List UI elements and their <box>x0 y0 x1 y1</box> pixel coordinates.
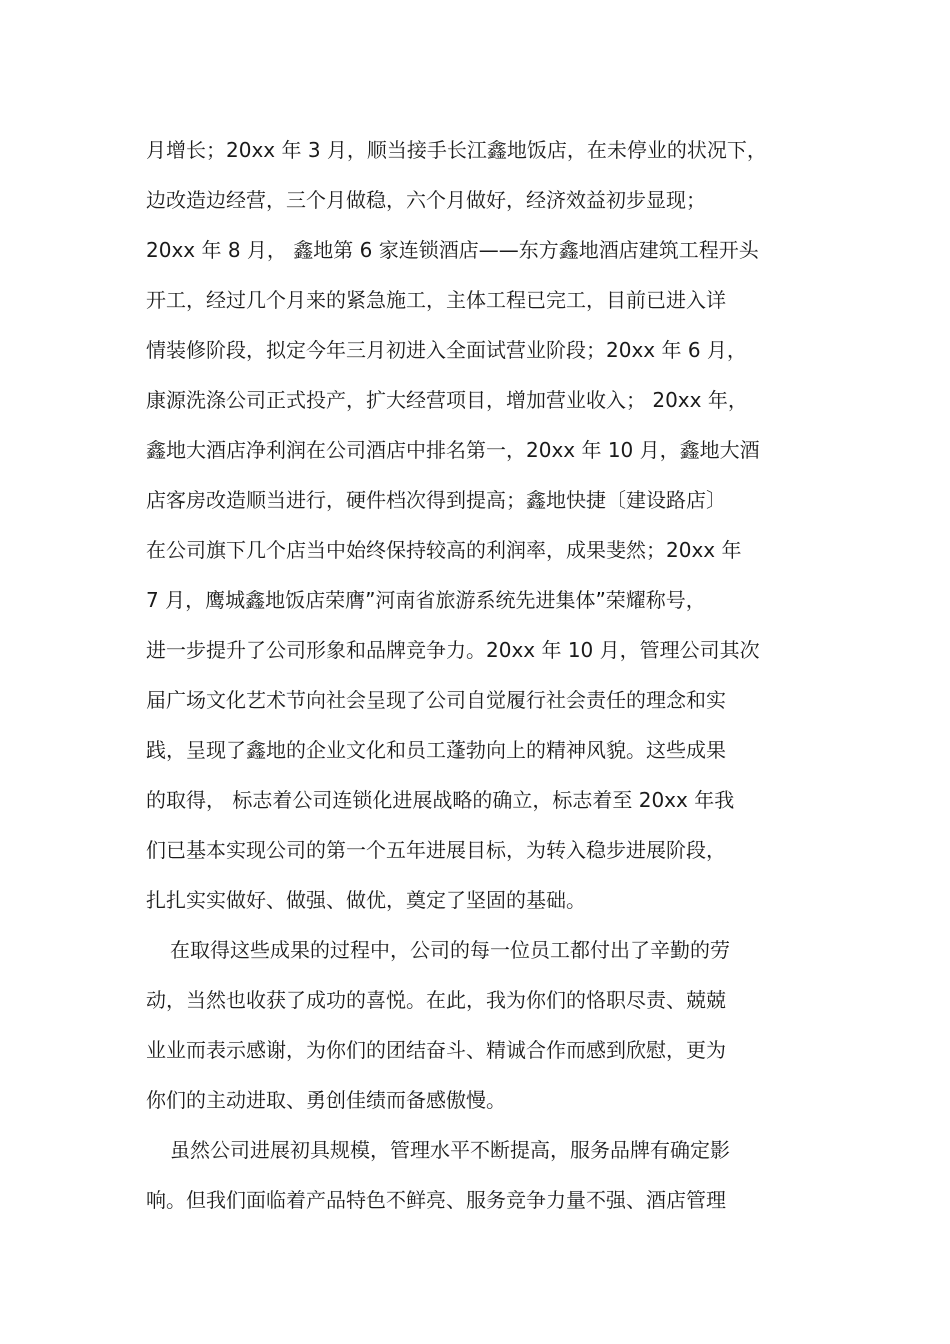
text-line: 践，呈现了鑫地的企业文化和员工蓬勃向上的精神风貌。这些成果 <box>146 738 726 762</box>
text-line: 鑫地大酒店净利润在公司酒店中排名第一，20xx 年 10 月，鑫地大酒 <box>146 438 760 462</box>
text-line: 在公司旗下几个店当中始终保持较高的利润率，成果斐然；20xx 年 <box>146 538 742 562</box>
text-line: 虽然公司进展初具规模，管理水平不断提高，服务品牌有确定影 <box>170 1138 730 1162</box>
text-line: 你们的主动进取、勇创佳绩而备感傲慢。 <box>146 1088 506 1112</box>
text-line: 业业而表示感谢，为你们的团结奋斗、精诚合作而感到欣慰，更为 <box>146 1038 726 1062</box>
text-line: 响。但我们面临着产品特色不鲜亮、服务竞争力量不强、酒店管理 <box>146 1188 726 1212</box>
text-line: 开工，经过几个月来的紧急施工，主体工程已完工，目前已进入详 <box>146 288 726 312</box>
text-line: 20xx 年 8 月， 鑫地第 6 家连锁酒店——东方鑫地酒店建筑工程开头 <box>146 238 759 262</box>
text-line: 动，当然也收获了成功的喜悦。在此，我为你们的恪职尽责、兢兢 <box>146 988 726 1012</box>
text-line: 边改造边经营，三个月做稳，六个月做好，经济效益初步显现； <box>146 188 706 212</box>
text-line: 7 月，鹰城鑫地饭店荣膺”河南省旅游系统先进集体”荣耀称号， <box>146 588 706 612</box>
text-line: 康源洗涤公司正式投产，扩大经营项目，增加营业收入； 20xx 年， <box>146 388 748 412</box>
text-line: 店客房改造顺当进行，硬件档次得到提高；鑫地快捷〔建设路店〕 <box>146 488 726 512</box>
text-line: 们已基本实现公司的第一个五年进展目标，为转入稳步进展阶段， <box>146 838 726 862</box>
text-line: 扎扎实实做好、做强、做优，奠定了坚固的基础。 <box>146 888 586 912</box>
text-line: 的取得， 标志着公司连锁化进展战略的确立，标志着至 20xx 年我 <box>146 788 735 812</box>
text-line: 进一步提升了公司形象和品牌竞争力。20xx 年 10 月，管理公司其次 <box>146 638 760 662</box>
text-line: 月增长；20xx 年 3 月，顺当接手长江鑫地饭店，在未停业的状况下， <box>146 138 767 162</box>
text-line: 届广场文化艺术节向社会呈现了公司自觉履行社会责任的理念和实 <box>146 688 726 712</box>
text-line: 在取得这些成果的过程中，公司的每一位员工都付出了辛勤的劳 <box>170 938 730 962</box>
text-line: 情装修阶段，拟定今年三月初进入全面试营业阶段；20xx 年 6 月， <box>146 338 747 362</box>
